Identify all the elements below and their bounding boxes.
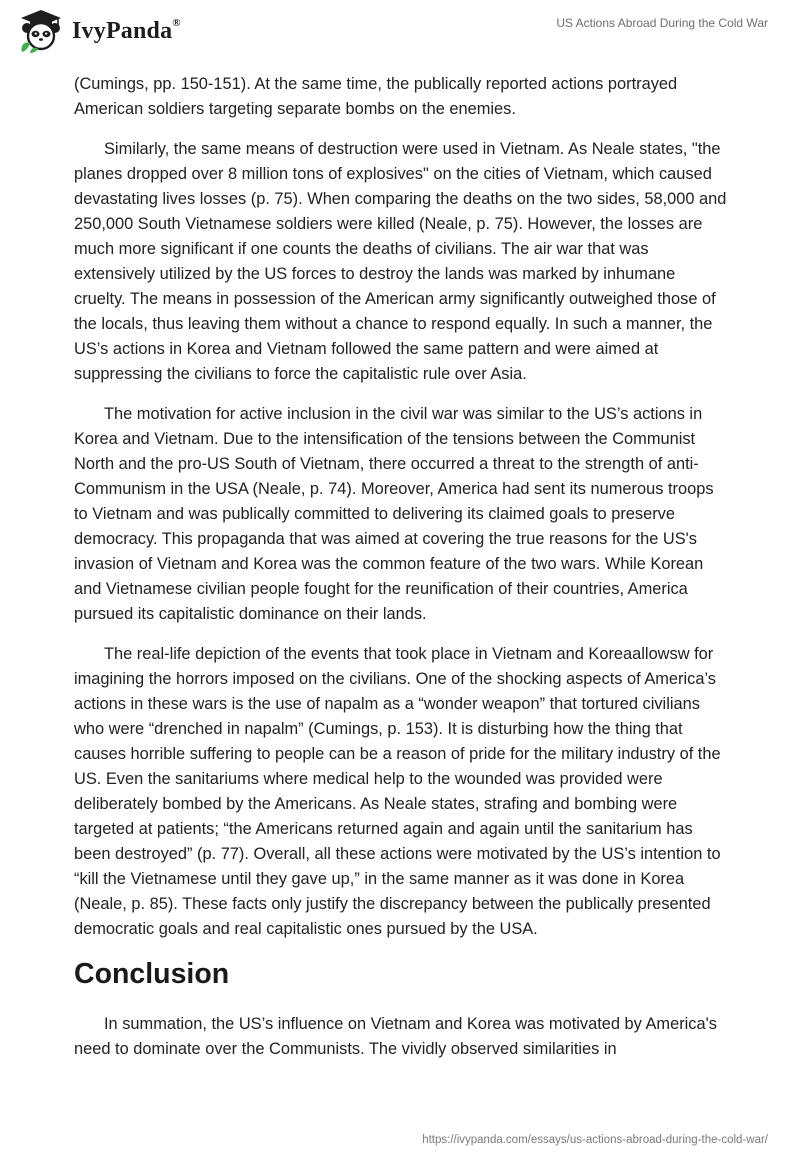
paragraph-5: In summation, the US’s influence on Vietnam and Korea was motivated by America's need to dominate over the Communists. The vividly observed similarities in xyxy=(74,1015,717,1058)
conclusion-heading: Conclusion xyxy=(74,958,230,990)
brand-text: IvyPanda xyxy=(72,17,173,44)
brand-name xyxy=(72,18,181,45)
registered-mark: ® xyxy=(172,16,181,29)
essay-body xyxy=(74,72,728,1077)
document-title: US Actions Abroad During the Cold War xyxy=(556,16,768,30)
paragraph-3: The motivation for active inclusion in the civil war was similar to the US’s actions in Korea and Vietnam. Due to the intensification of the tensions between the Communist North and the pro-US South of Vietnam, there occurred a threat to the strength of anti-Communism in the USA (Neale, p. 74). Moreover, America had sent its numerous troops to Vietnam and was publically committed to delivering its claimed goals to preserve democracy. This propaganda that was aimed at covering the true reasons for the US's invasion of Vietnam and Korea was the common feature of the two wars. While Korean and Vietnamese civilian people fought for the reunification of their countries, America pursued its capitalistic dominance on their lands. xyxy=(74,405,714,623)
page-header xyxy=(0,0,800,68)
source-url[interactable]: https://ivypanda.com/essays/us-actions-abroad-during-the-cold-war/ xyxy=(422,1134,768,1146)
paragraph-4: The real-life depiction of the events that took place in Vietnam and Koreaallowsw for imagining the horrors imposed on the civilians. One of the shocking aspects of America’s actions in these wars is the use of napalm as a “wonder weapon” that tortured civilians who were “drenched in napalm” (Cumings, p. 153). It is disturbing how the thing that causes horrible suffering to people can be a reason of pride for the military industry of the US. Even the sanitariums where medical help to the wounded was provided were deliberately bombed by the Americans. As Neale states, strafing and bombing were targeted at patients; “the Americans returned again and again until the sanitarium has been destroyed” (p. 77). Overall, all these actions were motivated by the US’s intention to “kill the Vietnamese until they gave up,” in the same manner as it was done in Korea (Neale, p. 85). These facts only justify the discrepancy between the publically presented democratic goals and real capitalistic ones pursued by the USA. xyxy=(74,645,721,938)
paragraph-1: (Cumings, pp. 150-151). At the same time, the publically reported actions portrayed American soldiers targeting separate bombs on the enemies. xyxy=(74,75,678,118)
paragraph-2: Similarly, the same means of destruction were used in Vietnam. As Neale states, "the planes dropped over 8 million tons of explosives" on the cities of Vietnam, which caused devastating lives losses (p. 75). When comparing the deaths on the two sides, 58,000 and 250,000 South Vietnamese soldiers were killed (Neale, p. 75). However, the losses are much more significant if one counts the deaths of civilians. The air war that was extensively utilized by the US forces to destroy the lands was marked by inhumane cruelty. The means in possession of the American army significantly outweighed those of the locals, thus leaving them without a chance to respond equally. In such a manner, the US’s actions in Korea and Vietnam followed the same pattern and were aimed at suppressing the civilians to force the capitalistic rule over Asia. xyxy=(74,140,727,383)
panda-graduate-logo-icon xyxy=(16,8,66,54)
ivypanda-logo[interactable] xyxy=(16,8,181,54)
